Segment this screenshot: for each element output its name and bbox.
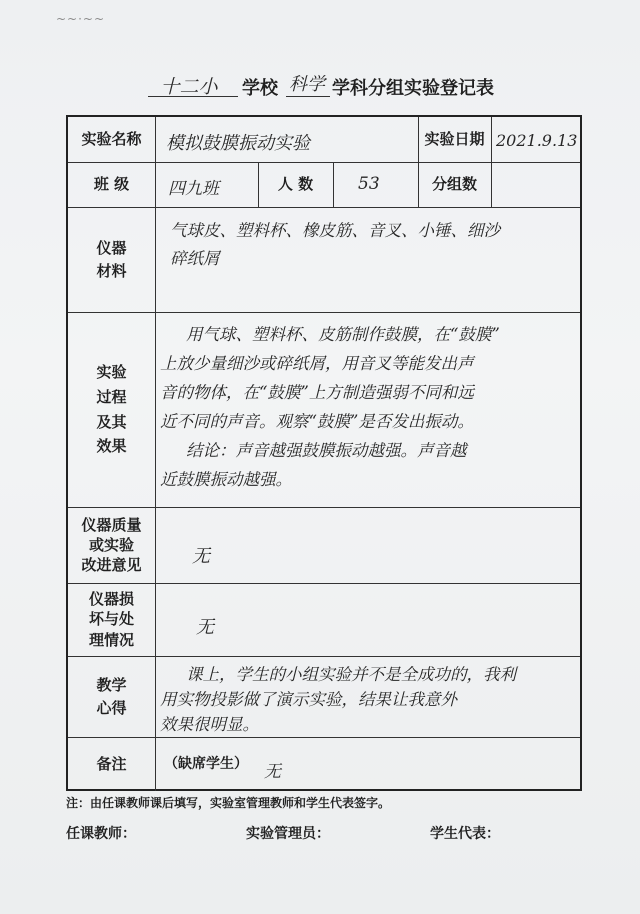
process-label-line: 效果 xyxy=(96,437,127,456)
materials-line: 碎纸屑 xyxy=(170,249,220,268)
title-school-handwritten: 十二小 xyxy=(160,76,218,98)
process-label xyxy=(68,312,155,507)
process-label-line: 及其 xyxy=(96,412,127,431)
class-label: 班 级 xyxy=(93,175,130,194)
footer-note: 注：由任课教师课后填写，实验室管理教师和学生代表签字。 xyxy=(66,796,391,810)
title-underline-subject xyxy=(286,96,330,97)
title-underline-school xyxy=(148,96,238,97)
materials-label-line: 仪器 xyxy=(96,239,127,257)
people-label: 人 数 xyxy=(277,175,314,194)
process-line: 用气球、塑料杯、皮筋制作鼓膜，在“鼓膜” xyxy=(186,325,500,344)
reflection-line: 课上，学生的小组实验并不是全成功的，我利 xyxy=(186,665,516,684)
damage-label-line: 理情况 xyxy=(88,630,134,649)
experiment-name-label: 实验名称 xyxy=(81,130,142,149)
remarks-value: 无 xyxy=(264,762,281,782)
teacher-signature-label: 任课教师： xyxy=(66,826,136,842)
process-line: 近不同的声音。观察“鼓膜”是否发出振动。 xyxy=(160,412,474,431)
reflection-label-line: 教学 xyxy=(96,676,127,694)
materials-line: 气球皮、塑料杯、橡皮筋、音叉、小锤、细沙 xyxy=(170,221,500,240)
title-suffix: 学科分组实验登记表 xyxy=(332,78,494,99)
reflection-line: 用实物投影做了演示实验，结果让我意外 xyxy=(160,690,457,709)
process-line: 近鼓膜振动越强。 xyxy=(160,470,292,489)
quality-label-line: 或实验 xyxy=(88,535,134,554)
people-value: 53 xyxy=(358,174,380,194)
materials-label-line: 材料 xyxy=(96,261,127,280)
damage-label-line: 坏与处 xyxy=(88,610,134,629)
process-line: 上放少量细沙或碎纸屑，用音叉等能发出声 xyxy=(160,354,474,373)
quality-label-line: 改进意见 xyxy=(81,556,142,575)
form-table xyxy=(66,115,582,791)
title-subject-handwritten: 科学 xyxy=(289,74,325,95)
damage-value: 无 xyxy=(196,617,214,638)
process-line: 音的物体，在“鼓膜”上方制造强弱不同和远 xyxy=(160,383,474,402)
process-value xyxy=(160,320,580,494)
quality-label-line: 仪器质量 xyxy=(81,515,142,534)
form-title xyxy=(120,70,540,104)
student-rep-signature-label: 学生代表： xyxy=(430,826,500,842)
experiment-date-label: 实验日期 xyxy=(424,130,485,149)
quality-label xyxy=(68,507,155,583)
experiment-name-value: 模拟鼓膜振动实验 xyxy=(166,133,310,154)
process-label-line: 过程 xyxy=(96,387,127,406)
reflection-label xyxy=(68,656,155,737)
materials-value xyxy=(170,217,580,273)
reflection-line: 效果很明显。 xyxy=(160,715,259,734)
damage-label xyxy=(68,583,155,656)
reflection-label-line: 心得 xyxy=(96,698,127,717)
remarks-printed-prompt: （缺席学生） xyxy=(164,756,248,772)
experiment-date-value: 2021.9.13 xyxy=(496,131,578,150)
class-value: 四九班 xyxy=(168,179,219,199)
title-school-suffix: 学校 xyxy=(242,78,278,99)
remarks-label: 备注 xyxy=(96,754,127,773)
damage-label-line: 仪器损 xyxy=(88,590,134,609)
groups-label: 分组数 xyxy=(431,175,477,194)
reflection-value xyxy=(160,662,580,737)
groups-label-divider xyxy=(491,162,492,207)
label-column-divider xyxy=(155,117,156,791)
quality-value: 无 xyxy=(192,546,210,567)
people-label-divider xyxy=(333,162,334,207)
date-value-divider xyxy=(491,117,492,162)
corner-scribble: ~~·~~ xyxy=(56,12,106,26)
process-label-line: 实验 xyxy=(96,363,127,381)
materials-label xyxy=(68,207,155,312)
process-line: 结论：声音越强鼓膜振动越强。声音越 xyxy=(186,441,467,460)
lab-manager-signature-label: 实验管理员： xyxy=(246,826,330,842)
